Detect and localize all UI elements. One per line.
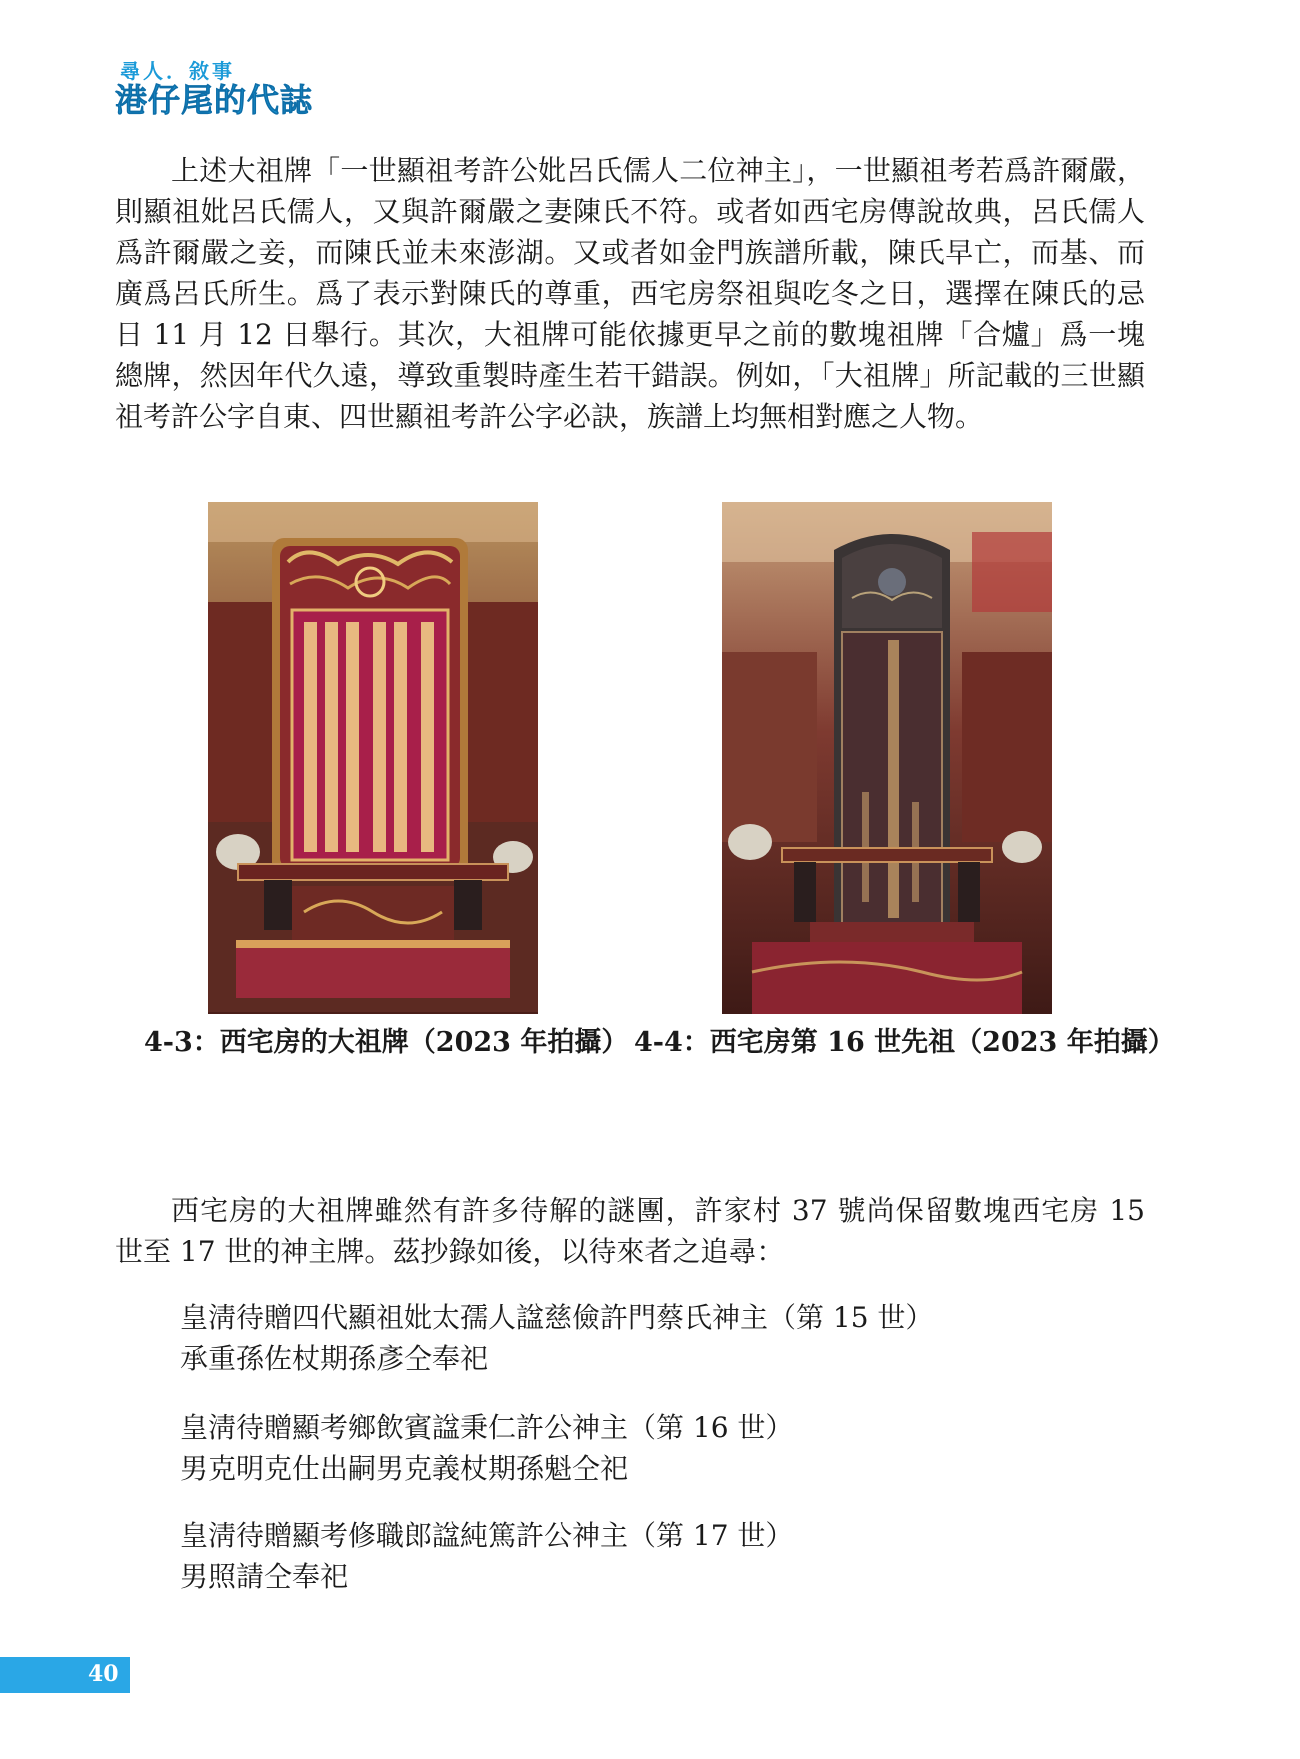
tablet-entry-title: 皇淸待贈顯考鄉飲賓諡秉仁許公神主（第 16 世） [180, 1411, 794, 1444]
tablet-entry-17th [180, 1515, 1140, 1597]
tablet-entry-15th [180, 1297, 1140, 1379]
paragraph-1: 上述大祖牌「一世顯祖考許公妣呂氏儒人二位神主」，一世顯祖考若爲許爾嚴，則顯祖妣呂氏儒人，又與許爾嚴之妻陳氏不符。或者如西宅房傳說故典，呂氏儒人爲許爾嚴之妾，而陳氏並未來澎湖。又或者如金門族譜所載，陳氏早亡，而基、而廣爲呂氏所生。爲了表示對陳氏的尊重，西宅房祭祖與吃冬之日，選擇在陳氏的忌日 11 月 12 日舉行。其次，大祖牌可能依據更早之前的數塊祖牌「合爐」爲一塊總牌，然因年代久遠，導致重製時產生若干錯誤。例如，「大祖牌」所記載的三世顯祖考許公字自東、四世顯祖考許公字必訣，族譜上均無相對應之人物。 [115, 154, 1145, 433]
photo-16th-gen-tablet [722, 502, 1052, 1014]
tablet-entry-title: 皇淸待贈顯考修職郎諡純篤許公神主（第 17 世） [180, 1519, 794, 1552]
tablet-entry-offerers: 承重孫佐杖期孫彥仝奉祀 [180, 1342, 489, 1375]
tablet-entry-16th [180, 1407, 1140, 1489]
tablet-entry-title: 皇淸待贈四代顯祖妣太孺人諡慈儉許門蔡氏神主（第 15 世） [180, 1301, 934, 1334]
photo-ancestral-tablet [208, 502, 538, 1014]
tablet-entry-offerers: 男照請仝奉祀 [180, 1560, 349, 1593]
page-number: 40 [88, 1661, 119, 1687]
page-number-bar [0, 1657, 130, 1693]
figure-4-4-caption: 4-4：西宅房第 16 世先祖（2023 年拍攝） [634, 1027, 1175, 1058]
photo-16th-gen-tablet-image [722, 502, 1052, 1014]
paragraph-2: 西宅房的大祖牌雖然有許多待解的謎團，許家村 37 號尚保留數塊西宅房 15 世至 17 世的神主牌。茲抄錄如後，以待來者之追尋： [115, 1194, 1145, 1268]
tablet-main-inscription [888, 640, 899, 918]
figure-4-3-caption: 4-3：西宅房的大祖牌（2023 年拍攝） [144, 1027, 629, 1058]
photo-ancestral-tablet-image [208, 502, 538, 1014]
publication-header [115, 55, 375, 119]
tablet-entry-offerers: 男克明克仕出嗣男克義杖期孫魁仝祀 [180, 1452, 629, 1485]
header-subtitle: 尋人．敘事 [120, 59, 235, 83]
header-title: 港仔尾的代誌 [115, 81, 314, 119]
